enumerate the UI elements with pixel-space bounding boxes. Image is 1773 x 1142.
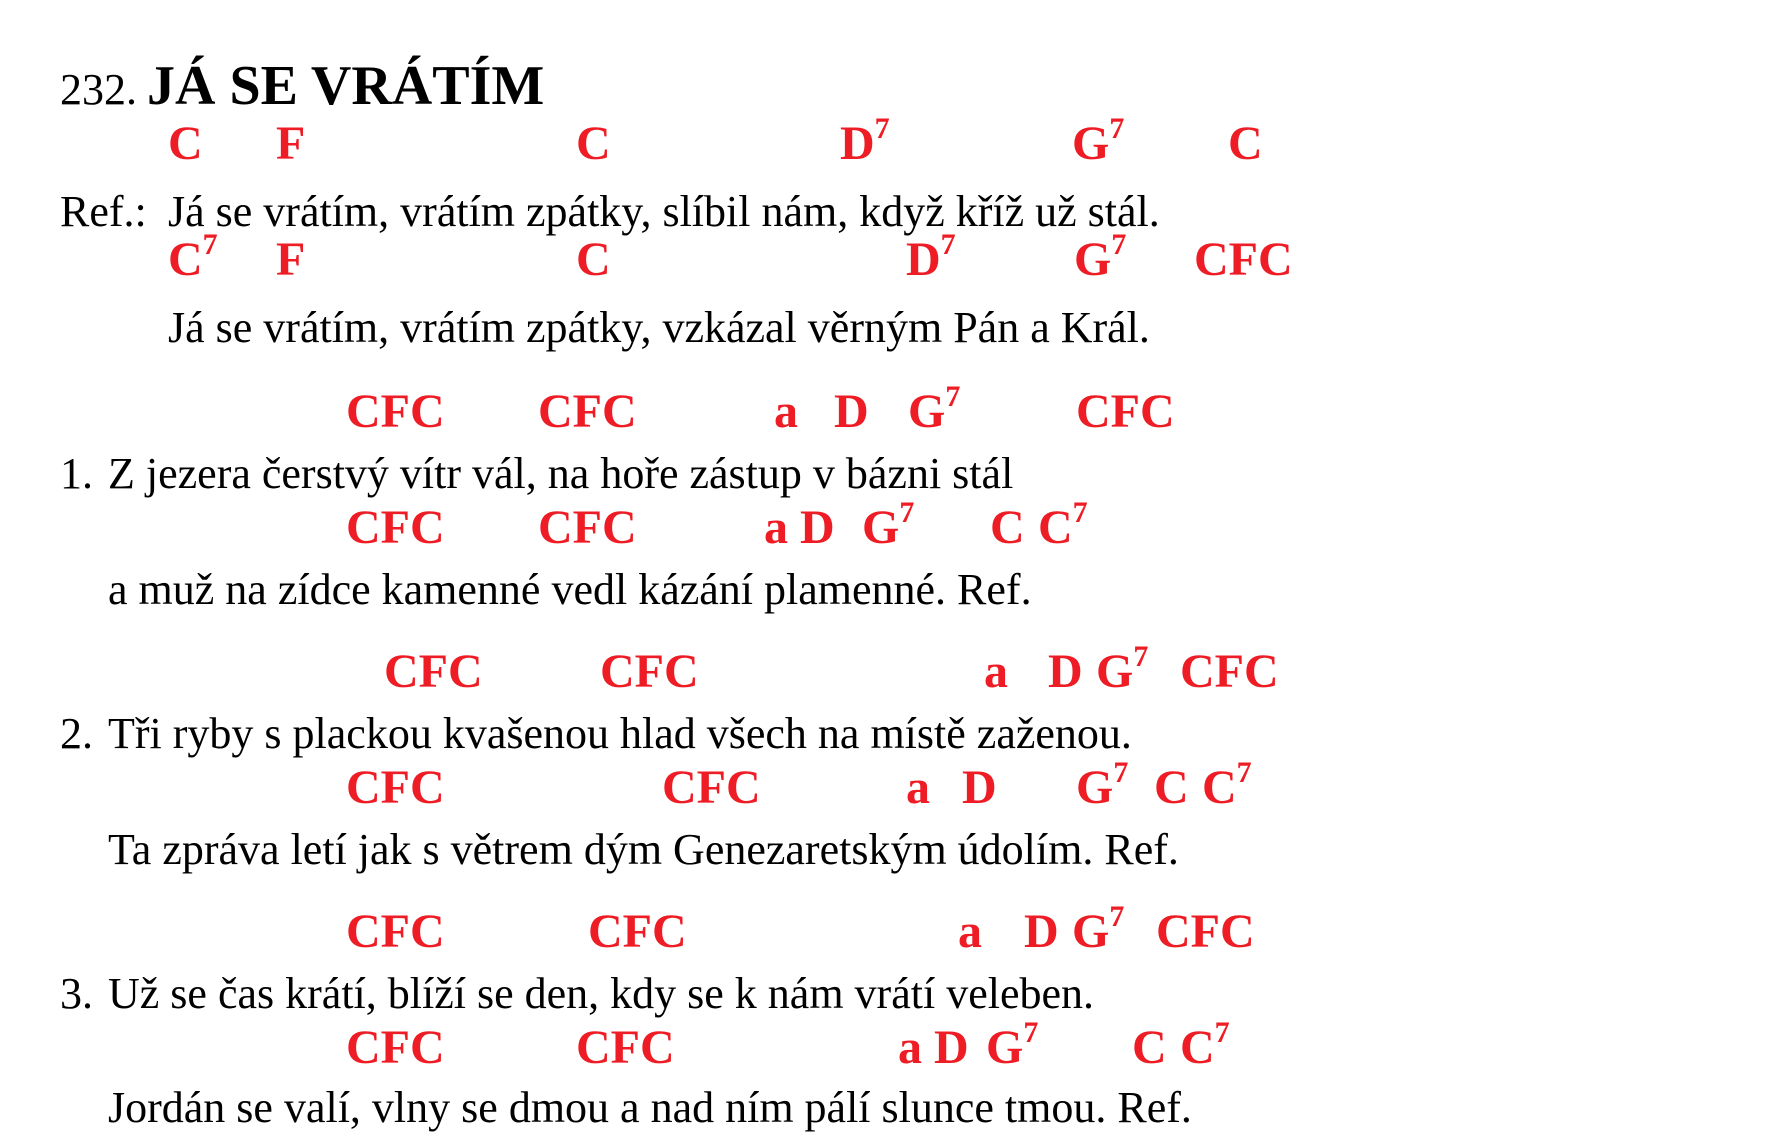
lyric-text: Ta zpráva letí jak s větrem dým Genezaretským údolím. Ref. [108,825,1179,874]
chord: $D^7$ [840,112,890,170]
lyric-text: Já se vrátím, vrátím zpátky, vzkázal věrným Pán a Král. [168,303,1150,352]
chord: CFC [1156,905,1255,958]
chord: C [168,117,203,170]
chord: CFC [384,645,483,698]
lyric-text: a muž na zídce kamenné vedl kázání plamenné. Ref. [108,565,1032,614]
chord: CFC [346,385,445,438]
refrain-line1-chords [0,112,1773,178]
verse1-line2-chords [0,496,1773,562]
chord: a D [898,1021,969,1074]
chord: D [1048,645,1083,698]
chord: CFC [346,905,445,958]
chord: $G^7$ [1074,228,1127,286]
chord: CFC [588,905,687,958]
song-heading [60,54,544,118]
verse-number: 2. [60,709,93,758]
chord: C [1228,117,1263,170]
lyric-text: Tři ryby s plackou kvašenou hlad všech na místě zaženou. [108,709,1132,758]
chord: D [834,385,869,438]
chord: $G^7$ [862,496,915,554]
verse-number: 3. [60,969,93,1018]
verse-number: 1. [60,449,93,498]
chord: $G^7$ [1072,900,1125,958]
chord: CFC [346,1021,445,1074]
chord: $G^7$ [1072,112,1125,170]
verse1-line2-lyrics [0,564,1773,620]
chord: CFC [538,385,637,438]
lyric-text: Z jezera čerstvý vítr vál, na hoře zástup v bázni stál [108,449,1014,498]
chord: F [276,233,306,286]
lyric-text: Já se vrátím, vrátím zpátky, slíbil nám, když kříž už stál. [168,187,1160,236]
chord: a [906,761,930,814]
chord: $G^7$ [1096,640,1149,698]
verse2-line2-lyrics [0,824,1773,880]
chord: F [276,117,306,170]
chord: CFC [538,501,637,554]
chord: CFC [346,501,445,554]
chord: CFC [346,761,445,814]
chord: $G^7$ [908,380,961,438]
chord: $C^7$ [168,228,218,286]
chord: CFC [576,1021,675,1074]
verse2-line2-chords [0,756,1773,822]
chord: D [962,761,997,814]
chord: C [576,117,611,170]
chord: CFC [662,761,761,814]
chord: CFC [600,645,699,698]
song-number: 232. [60,65,137,114]
chord: $C^7$ [1180,1016,1230,1074]
verse1-line1-chords [0,380,1773,446]
chord: C [990,501,1025,554]
chord: D [1024,905,1059,958]
verse1-line1-lyrics [0,448,1773,504]
chord: CFC [1194,233,1293,286]
song-title: JÁ SE VRÁTÍM [147,55,545,117]
verse3-line2-lyrics [0,1082,1773,1138]
chord: CFC [1180,645,1279,698]
chord: a [984,645,1008,698]
refrain-line2-chords [0,228,1773,294]
chord: a [958,905,982,958]
chord: C [1154,761,1189,814]
verse3-line1-chords [0,900,1773,966]
chord: CFC [1076,385,1175,438]
verse2-line1-lyrics [0,708,1773,764]
lyric-text: Už se čas krátí, blíží se den, kdy se k nám vrátí veleben. [108,969,1095,1018]
lyric-text: Jordán se valí, vlny se dmou a nad ním pálí slunce tmou. Ref. [108,1083,1192,1132]
refrain-label: Ref.: [60,187,147,236]
chord: C [576,233,611,286]
chord: a [774,385,798,438]
chord: $D^7$ [906,228,956,286]
verse2-line1-chords [0,640,1773,706]
chord: $G^7$ [986,1016,1039,1074]
chord: $C^7$ [1202,756,1252,814]
chord: $G^7$ [1076,756,1129,814]
refrain-line2-lyrics [0,302,1773,358]
chord: C [1132,1021,1167,1074]
chord: a D [764,501,835,554]
chord: $C^7$ [1038,496,1088,554]
verse3-line2-chords [0,1016,1773,1082]
verse3-line1-lyrics [0,968,1773,1024]
